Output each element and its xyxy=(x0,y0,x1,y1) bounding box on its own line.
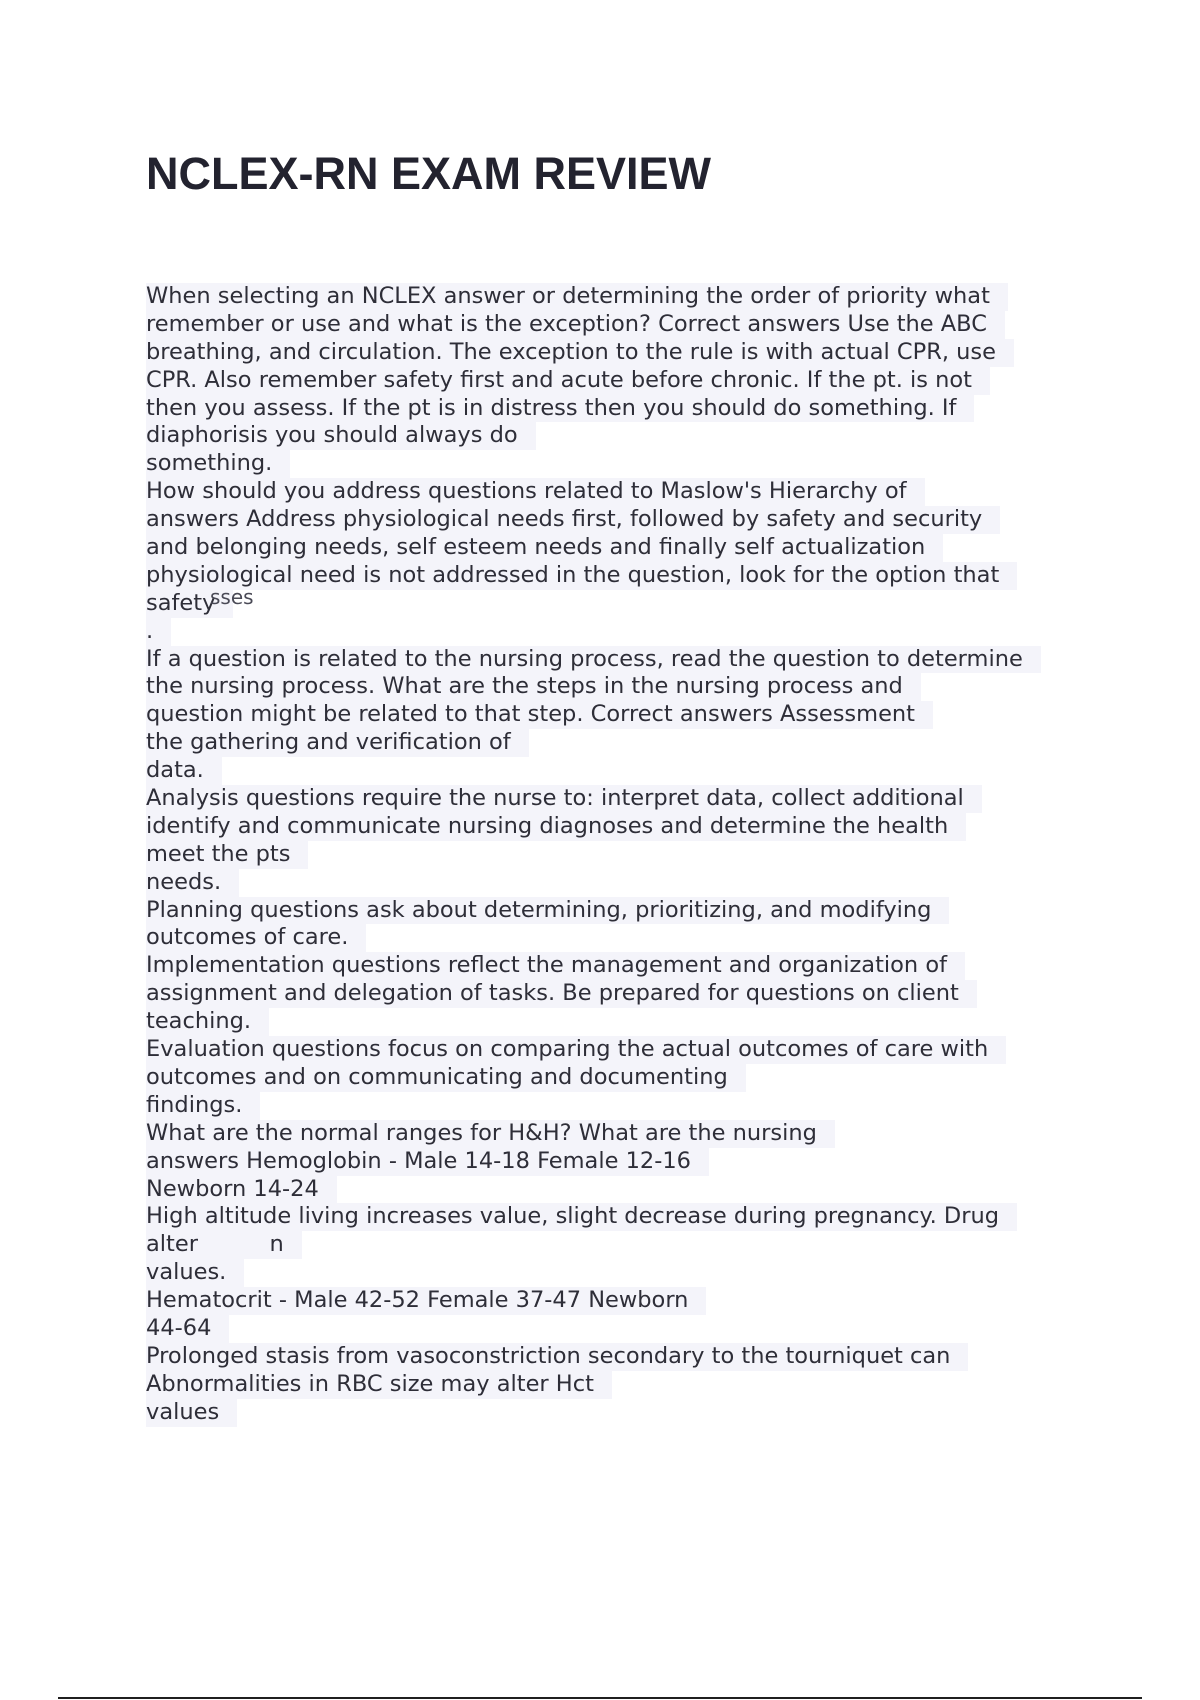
text-line: values xyxy=(146,1399,1096,1427)
text-line: outcomes and on communicating and documenting xyxy=(146,1064,1096,1092)
text-line: If a question is related to the nursing process, read the question to determine xyxy=(146,646,1096,674)
text-line: Abnormalities in RBC size may alter Hct xyxy=(146,1371,1096,1399)
text-line: What are the normal ranges for H&H? What are the nursing xyxy=(146,1120,1096,1148)
text-line: alter n xyxy=(146,1231,1096,1259)
text-line: Analysis questions require the nurse to: interpret data, collect additional xyxy=(146,785,1096,813)
document-body xyxy=(146,283,1096,1427)
text-line: . xyxy=(146,618,1096,646)
text-line: Hematocrit - Male 42-52 Female 37-47 Newborn xyxy=(146,1287,1096,1315)
text-line: Evaluation questions focus on comparing the actual outcomes of care with xyxy=(146,1036,1096,1064)
document-title: NCLEX-RN EXAM REVIEW xyxy=(146,148,712,199)
text-line: breathing, and circulation. The exception to the rule is with actual CPR, use xyxy=(146,339,1096,367)
text-line: needs. xyxy=(146,869,1096,897)
text-line: When selecting an NCLEX answer or determining the order of priority what xyxy=(146,283,1096,311)
text-line: assignment and delegation of tasks. Be prepared for questions on client xyxy=(146,980,1096,1008)
text-line: outcomes of care. xyxy=(146,924,1096,952)
text-line: something. xyxy=(146,450,1096,478)
text-line: identify and communicate nursing diagnoses and determine the health xyxy=(146,813,1096,841)
text-line: answers Address physiological needs first, followed by safety and security xyxy=(146,506,1096,534)
text-line: findings. xyxy=(146,1092,1096,1120)
overlapping-fragment: sses xyxy=(210,584,254,609)
text-line: 44-64 xyxy=(146,1315,1096,1343)
text-line: the nursing process. What are the steps in the nursing process and xyxy=(146,673,1096,701)
text-line: values. xyxy=(146,1259,1096,1287)
text-line: Implementation questions reflect the management and organization of xyxy=(146,952,1096,980)
text-line: and belonging needs, self esteem needs and finally self actualization xyxy=(146,534,1096,562)
text-line: question might be related to that step. Correct answers Assessment xyxy=(146,701,1096,729)
text-line: remember or use and what is the exception? Correct answers Use the ABC xyxy=(146,311,1096,339)
text-line: safety sses xyxy=(146,584,254,616)
bottom-divider xyxy=(58,1697,1142,1699)
text-line: Newborn 14-24 xyxy=(146,1176,1096,1204)
text-line: CPR. Also remember safety first and acute before chronic. If the pt. is not xyxy=(146,367,1096,395)
text-line: Prolonged stasis from vasoconstriction secondary to the tourniquet can xyxy=(146,1343,1096,1371)
text-line: High altitude living increases value, slight decrease during pregnancy. Drug xyxy=(146,1203,1096,1231)
text-line: data. xyxy=(146,757,1096,785)
text-line: Planning questions ask about determining, prioritizing, and modifying xyxy=(146,897,1096,925)
text-line: physiological need is not addressed in the question, look for the option that xyxy=(146,562,1096,590)
text-line: answers Hemoglobin - Male 14-18 Female 12-16 xyxy=(146,1148,1096,1176)
text-line: the gathering and verification of xyxy=(146,729,1096,757)
text-line: teaching. xyxy=(146,1008,1096,1036)
text-line: meet the pts xyxy=(146,841,1096,869)
text-line: How should you address questions related to Maslow's Hierarchy of xyxy=(146,478,1096,506)
text-line: diaphorisis you should always do xyxy=(146,422,1096,450)
text-line: then you assess. If the pt is in distress then you should do something. If xyxy=(146,395,1096,423)
